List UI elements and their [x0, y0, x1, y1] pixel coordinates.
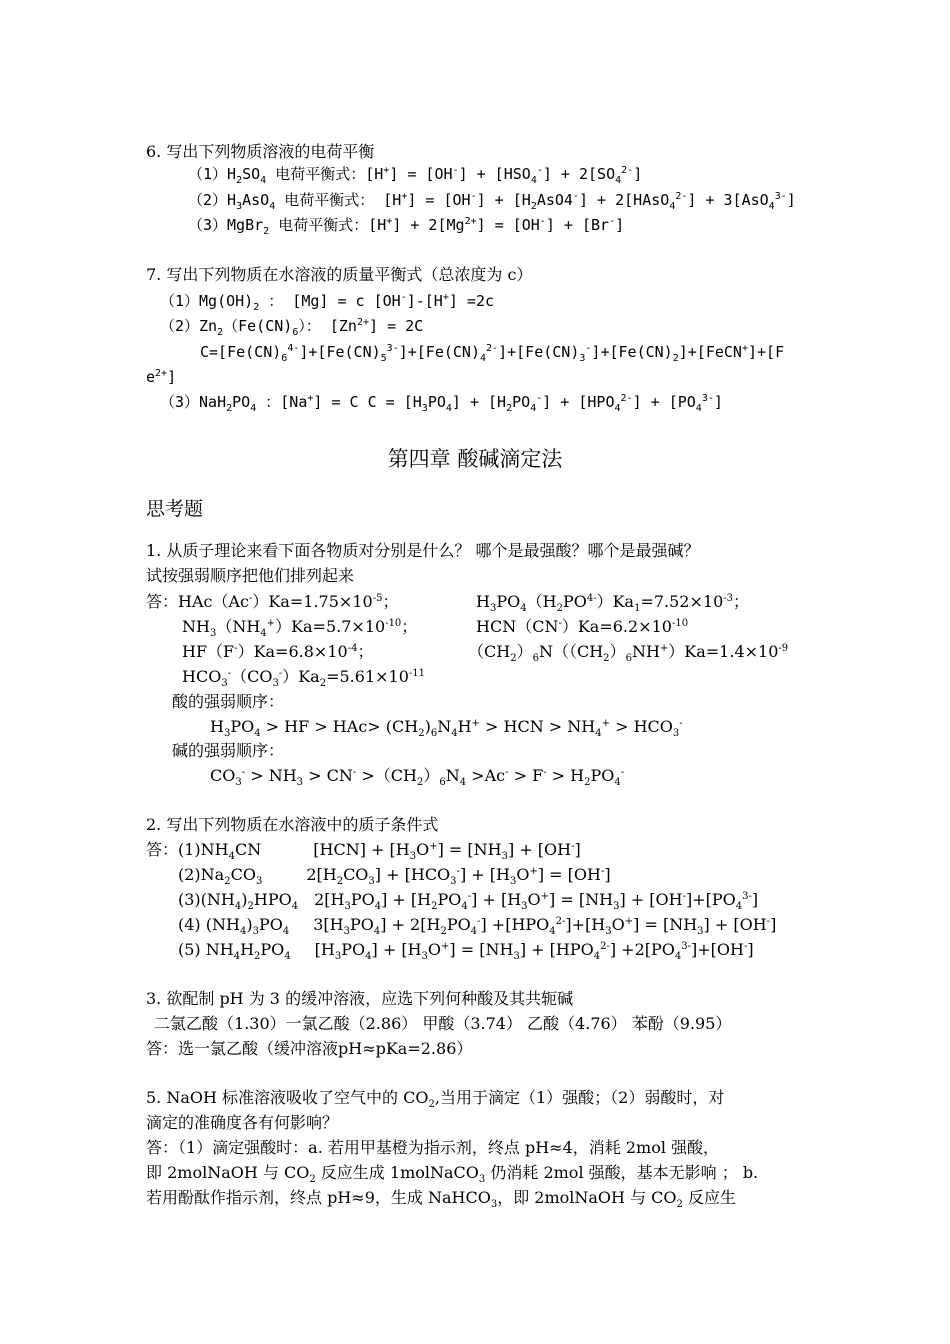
q7-item-1: $(1)Mg(OH)_2$ ： [Mg] = c [OH-]-[H+] =2c — [160, 292, 495, 313]
q2-item-1: 答：$(1)NH_4CN$ $[HCN] + [H_3O^+] = [NH_3] + [OH^-]$ — [146, 840, 581, 862]
q6-item-1: $(1)H_2SO_4$ 电荷平衡式：$[H^+] = [OH^-] + [HSO_4^-] + 2[SO_4^{2-}]$ — [188, 165, 643, 186]
q6-title: 6. 写出下列物质溶液的电荷平衡 — [146, 142, 375, 161]
q1-pair-hcn: $HCN(CN^-)Ka=6.2\times 10^{-10}$ — [476, 617, 689, 636]
q3-options: 二氯乙酸（1.30）一氯乙酸（2.86） 甲酸（3.74） 乙酸（4.76） 苯酚（9.95） — [154, 1014, 732, 1033]
acid-order-label: 酸的强弱顺序： — [172, 692, 285, 711]
q1-title-cont: 试按强弱顺序把他们排列起来 — [146, 566, 355, 585]
q3-answer: 答：选一氯乙酸（缓冲溶液pH≈pKa=2.86） — [146, 1039, 473, 1058]
q3-title: 3. 欲配制 pH 为 3 的缓冲溶液，应选下列何种酸及其共轭碱 — [146, 989, 574, 1008]
base-order: $CO_3^- > NH_3 > CN^- >(CH_2)_6N_4 >Ac^- > F^- > H_2PO_4^-$ — [210, 766, 625, 788]
q2-item-3: $(3)(NH_4)_2HPO_4$ $2[H_3PO_4] + [H_2PO_4^-] + [H_3O^+] = [NH_3] + [OH^-]+[PO_4^{3-}]$ — [178, 890, 759, 912]
q5-answer-line-3: 若用酚酞作指示剂，终点 pH≈9，生成 NaHCO$_3$，即 2molNaOH 与 $CO_2$ 反应生 — [146, 1188, 736, 1210]
chapter-title: 第四章 酸碱滴定法 — [387, 447, 563, 471]
q7-item-2: $(2)Zn_2(Fe(CN)_6)$： $[Zn^{2+}] = 2C$ — [160, 317, 424, 338]
q7-item-2-cont: $C=[Fe(CN)_6^{4-}]+[Fe(CN)_5^{3-}]+[Fe(CN)_4^{2-}]+[Fe(CN)_3^-]+[Fe(CN)_2]+[FeCN^+]+[F$ — [200, 343, 785, 364]
section-heading: 思考题 — [146, 498, 204, 520]
q5-title-cont: 滴定的准确度各有何影响？ — [146, 1113, 339, 1132]
q1-pair-ch2: $(CH_2)_6N((CH_2)_6NH^+)Ka=1.4\times 10^{-9}$ — [468, 642, 789, 664]
q2-item-5: (5) $NH_4H_2PO_4$ $[H_3PO_4] + [H_3O^+] = [NH_3] + [HPO_4^{2-}] +2[PO_4^{3-}]+[OH^-]$ — [178, 940, 754, 962]
acid-order: $H_3PO_4$ > HF > $HAc> (CH_2)_6N_4H^+$ > HCN > $NH_4^+ > HCO_3^-$ — [210, 717, 683, 739]
q1-pair-hco3: $HCO_3^-(CO_3^-)Ka_2=5.61\times 10^{-11}$ — [182, 667, 425, 689]
q7-item-2-wrap: $e^{2+}$] — [146, 368, 177, 386]
q2-item-4: (4) $(NH_4)_3PO_4$ $3[H_3PO_4] + 2[H_2PO_4^-] +[HPO_4^{2-}]+[H_3O^+] = [NH_3] + [OH^-]$ — [178, 915, 777, 937]
q2-item-2: $(2)Na_2CO_3$ $2[H_2CO_3] + [HCO_3^-] + [H_3O^+] = [OH^-]$ — [178, 865, 611, 887]
q5-answer-line-2: 即 2molNaOH 与 $CO_2$ 反应生成 1molNaCO$_3$ 仍消耗 2mol 强酸，基本无影响 ； b. — [146, 1163, 759, 1185]
q7-item-3: $(3)NaH_2PO_4$ ：[Na+] = C $C = [H_3PO_4] + [H_2PO_4^-] + [HPO_4^{2-}] + [PO_4^{3-}]$ — [160, 393, 723, 414]
q1-title: 1. 从质子理论来看下面各物质对分别是什么？ 哪个是最强酸？哪个是最强碱？ — [146, 541, 700, 560]
base-order-label: 碱的强弱顺序： — [172, 741, 285, 760]
q1-pair-nh3: $NH_3(NH_4^+)Ka=5.7\times 10^{-10}$； — [182, 617, 418, 639]
q6-item-2: $(2)H_3AsO_4$ 电荷平衡式： $[H^+] = [OH^-] + [H_2AsO4^-]$ + 2[HAsO$_4^{2-}$] + 3[AsO$_4^{3-}$] — [188, 191, 796, 212]
q1-pair-h3po4: $H_3PO_4(H_2PO^{4-})Ka_1=7.52\times 10^{-3}$； — [476, 592, 750, 614]
q2-title: 2. 写出下列物质在水溶液中的质子条件式 — [146, 815, 439, 834]
q1-pair-hac: 答：$HAc(Ac^-)Ka=1.75\times 10^{-5}$； — [146, 592, 399, 611]
q5-title: 5. NaOH 标准溶液吸收了空气中的 $CO_2$,当用于滴定（1）强酸；（2）弱酸时，对 — [146, 1088, 725, 1110]
q5-answer-line-1: 答：（1）滴定强酸时：a. 若用甲基橙为指示剂，终点 pH≈4，消耗 2mol 强酸， — [146, 1138, 720, 1157]
q7-title: 7. 写出下列物质在水溶液的质量平衡式（总浓度为 c） — [146, 265, 533, 284]
q6-item-3: （3）MgBr$_2$ 电荷平衡式：$[H^+] + 2[Mg^{2+}] = [OH^-] + [Br^-]$ — [188, 216, 625, 237]
q1-pair-hf: $HF(F^-)Ka=6.8\times 10^{-4}$； — [182, 642, 374, 661]
